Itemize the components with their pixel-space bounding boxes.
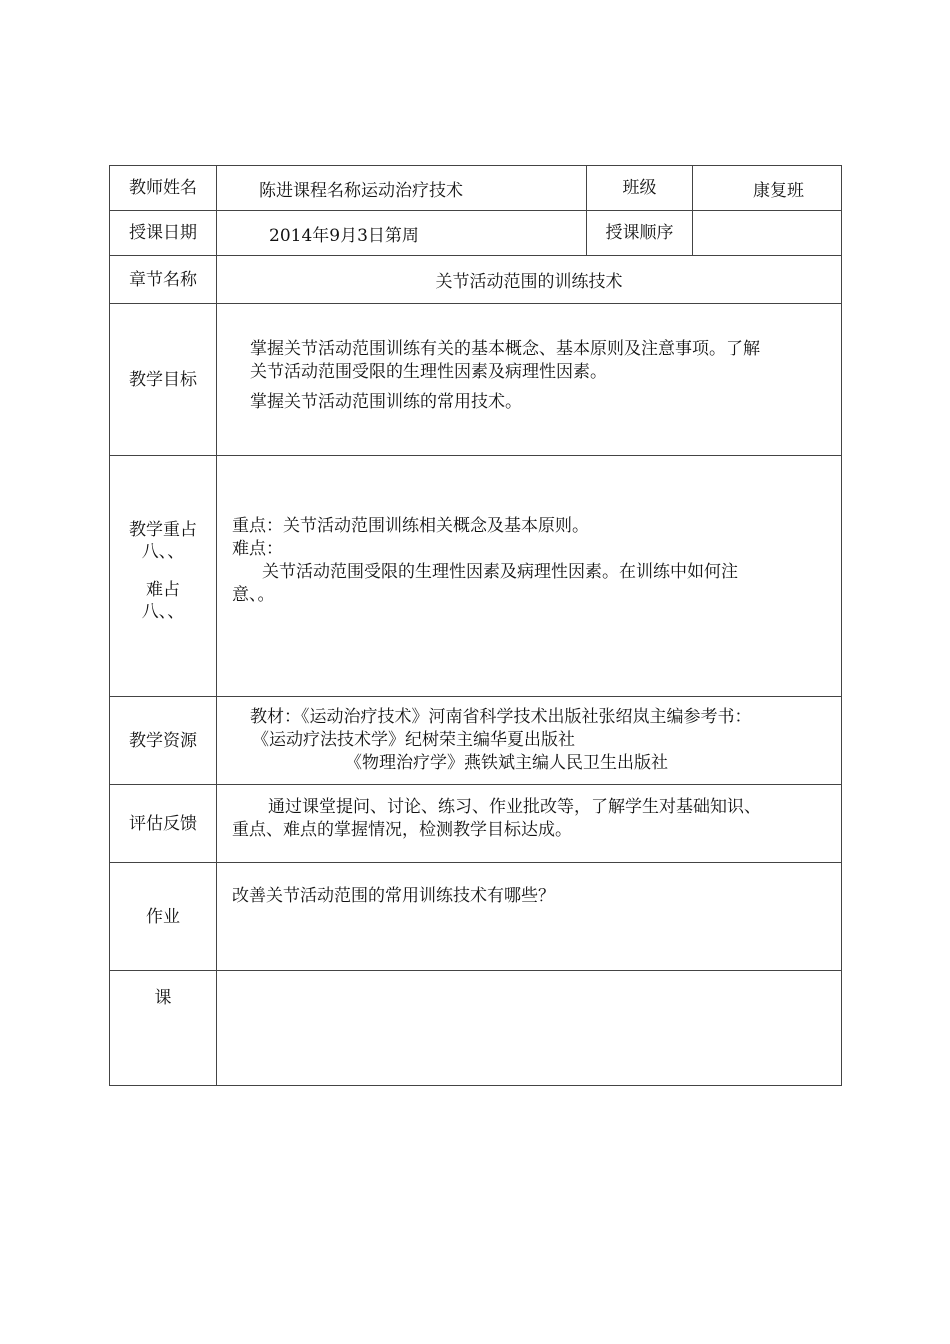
feedback-label: 评估反馈 <box>110 785 217 863</box>
objectives-row <box>110 304 842 456</box>
resources-label: 教学资源 <box>110 697 217 785</box>
difficulty-label-line-2: 八、、 <box>141 602 185 622</box>
teacher-label: 教师姓名 <box>110 166 217 211</box>
objectives-label: 教学目标 <box>110 304 217 456</box>
date-value-text: 2014年9月3日第周 <box>269 225 419 246</box>
focus-label-line-2: 八、、 <box>141 542 185 562</box>
objectives-line-2: 关节活动范围受限的生理性因素及病理性因素。 <box>250 361 607 382</box>
feedback-content <box>217 785 842 863</box>
date-value <box>217 211 587 256</box>
class-value <box>693 166 842 211</box>
resources-content <box>217 697 842 785</box>
difficulty-label-line-1: 难占 <box>146 580 180 600</box>
objectives-line-3: 掌握关节活动范围训练的常用技术。 <box>250 391 522 412</box>
difficulty-head: 难点： <box>232 539 283 559</box>
teacher-course-value <box>217 166 587 211</box>
focus-label-line-1: 教学重占 <box>129 520 197 540</box>
homework-content <box>217 863 842 971</box>
key-points-label <box>110 456 217 697</box>
homework-row <box>110 863 842 971</box>
chapter-label: 章节名称 <box>110 256 217 304</box>
order-label: 授课顺序 <box>587 211 693 256</box>
homework-text: 改善关节活动范围的常用训练技术有哪些？ <box>232 886 555 906</box>
date-label: 授课日期 <box>110 211 217 256</box>
class-value-text: 康复班 <box>753 180 804 201</box>
key-points-content <box>217 456 842 697</box>
key-points-row <box>110 456 842 697</box>
focus-text: 重点：关节活动范围训练相关概念及基本原则。 <box>232 516 589 536</box>
order-value <box>693 211 842 256</box>
objectives-content <box>217 304 842 456</box>
lesson-plan-table <box>109 165 842 1086</box>
class-label: 班级 <box>587 166 693 211</box>
difficulty-line-1: 关节活动范围受限的生理性因素及病理性因素。在训练中如何注 <box>262 562 738 582</box>
resources-line-3: 《物理治疗学》燕铁斌主编人民卫生出版社 <box>345 753 668 773</box>
resources-row <box>110 697 842 785</box>
chapter-row <box>110 256 842 304</box>
resources-line-1: 教材：《运动治疗技术》河南省科学技术出版社张绍岚主编参考书： <box>250 707 752 727</box>
lesson-label: 课 <box>110 971 217 1086</box>
resources-line-2: 《运动疗法技术学》纪树荣主编华夏出版社 <box>252 730 575 750</box>
date-row <box>110 211 842 256</box>
homework-label: 作业 <box>110 863 217 971</box>
teacher-course-text: 陈进课程名称运动治疗技术 <box>259 180 463 201</box>
feedback-line-1: 通过课堂提问、讨论、练习、作业批改等，了解学生对基础知识、 <box>268 796 761 817</box>
objectives-line-1: 掌握关节活动范围训练有关的基本概念、基本原则及注意事项。了解 <box>250 338 760 359</box>
lesson-content <box>217 971 842 1086</box>
chapter-value: 关节活动范围的训练技术 <box>217 256 842 304</box>
lesson-row <box>110 971 842 1086</box>
feedback-row <box>110 785 842 863</box>
difficulty-line-2: 意、。 <box>232 585 275 605</box>
feedback-line-2: 重点、难点的掌握情况，检测教学目标达成。 <box>232 819 572 840</box>
teacher-row <box>110 166 842 211</box>
